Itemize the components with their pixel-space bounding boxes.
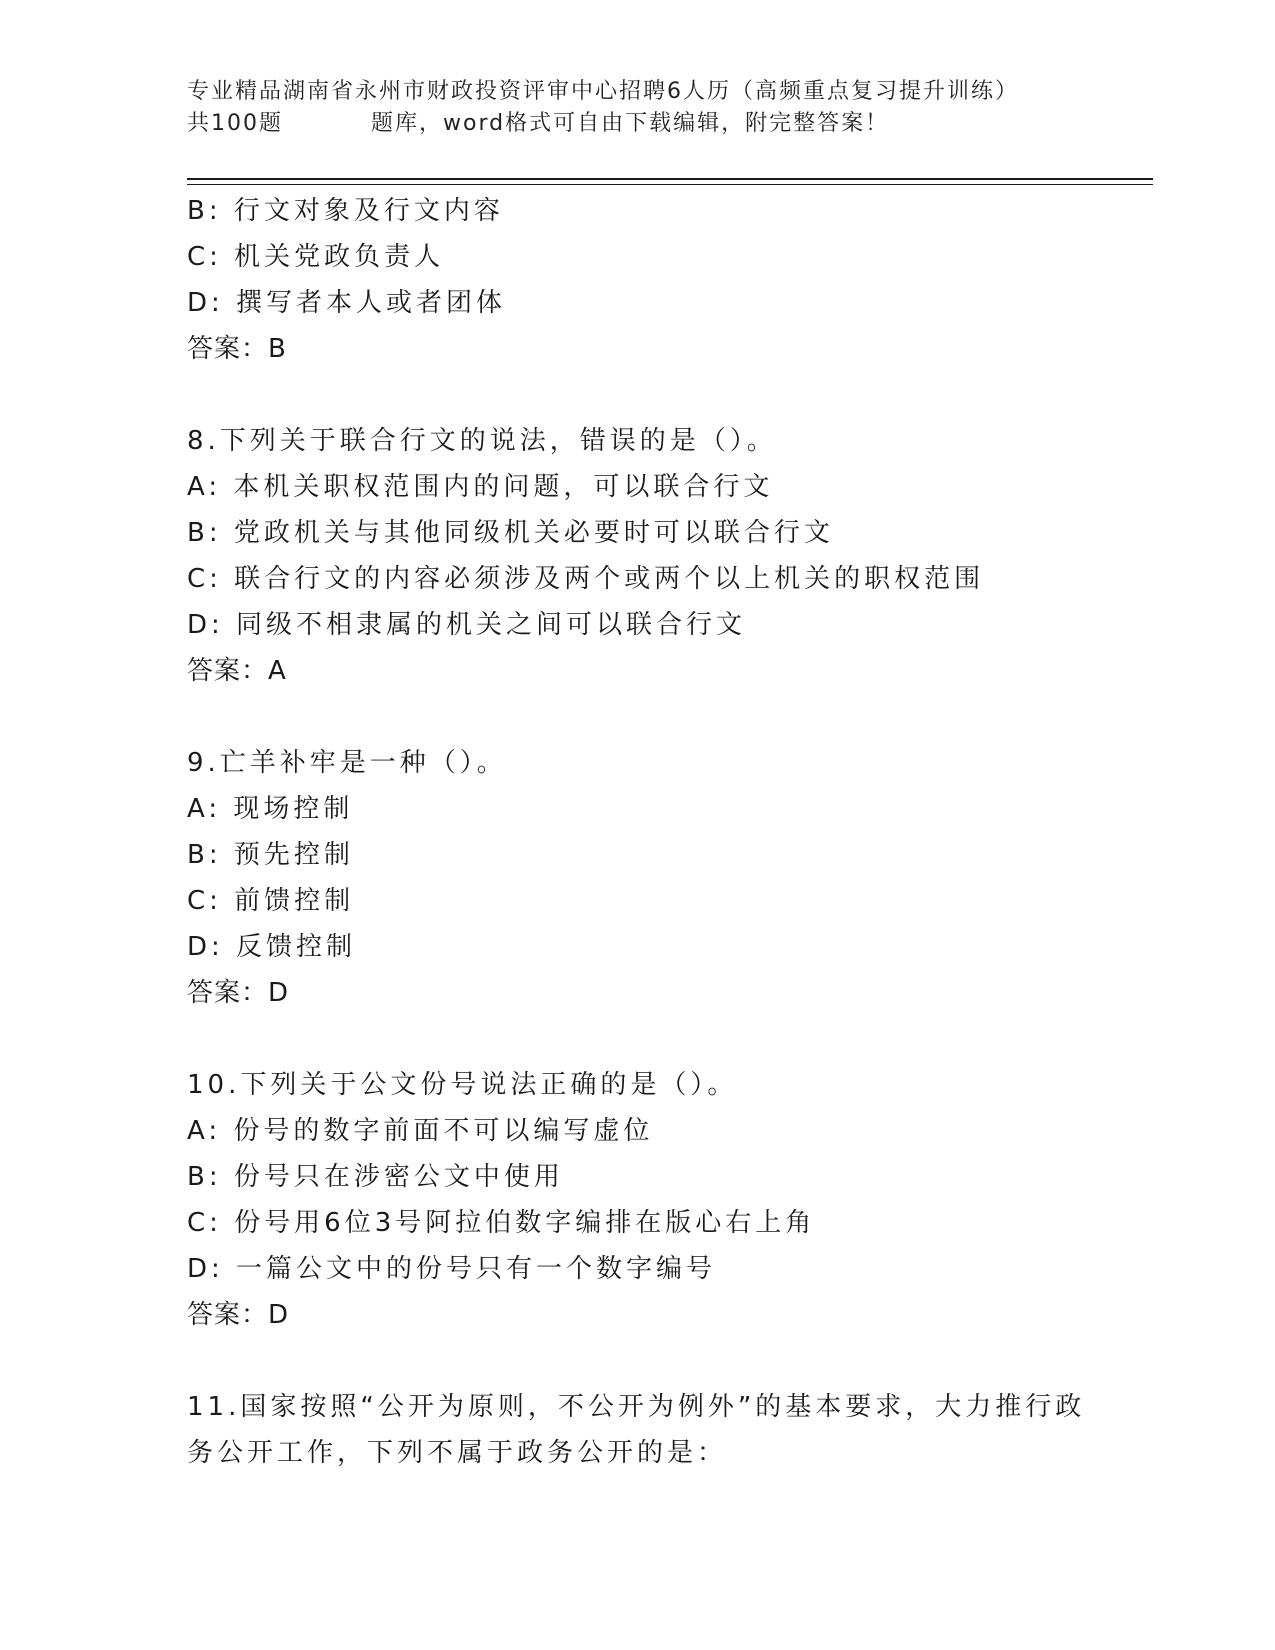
header-divider-thick [187, 178, 1153, 180]
question-8 [187, 418, 1147, 694]
option-b: B: 份号只在涉密公文中使用 [187, 1162, 564, 1192]
option-c: C: 机关党政负责人 [187, 242, 445, 272]
option-b: B: 党政机关与其他同级机关必要时可以联合行文 [187, 518, 834, 548]
answer: 答案：B [187, 334, 287, 364]
option-a: A: 份号的数字前面不可以编写虚位 [187, 1116, 654, 1146]
option-d: D: 反馈控制 [187, 932, 357, 962]
option-d: D: 同级不相隶属的机关之间可以联合行文 [187, 610, 747, 640]
question-text: 8.下列关于联合行文的说法，错误的是（）。 [187, 426, 777, 456]
question-text: 11.国家按照“公开为原则，不公开为例外”的基本要求，大力推行政务公开工作，下列不属于政务公开的是： [187, 1392, 1086, 1468]
option-d: D: 撰写者本人或者团体 [187, 288, 507, 318]
question-7-tail [187, 188, 1147, 372]
option-b: B: 行文对象及行文内容 [187, 196, 504, 226]
header-title: 专业精品湖南省永州市财政投资评审中心招聘6人历（高频重点复习提升训练） [187, 79, 1019, 104]
option-c: C: 联合行文的内容必须涉及两个或两个以上机关的职权范围 [187, 564, 985, 594]
question-11 [187, 1384, 1147, 1476]
answer: 答案：D [187, 1300, 290, 1330]
option-c: C: 份号用6位3号阿拉伯数字编排在版心右上角 [187, 1208, 816, 1238]
option-a: A: 本机关职权范围内的问题，可以联合行文 [187, 472, 774, 502]
answer: 答案：D [187, 978, 290, 1008]
option-a: A: 现场控制 [187, 794, 354, 824]
answer: 答案：A [187, 656, 287, 686]
header-subtitle [187, 108, 1147, 140]
question-list [187, 188, 1147, 1476]
header-divider-thin [187, 184, 1153, 185]
question-text: 10.下列关于公文份号说法正确的是（）。 [187, 1070, 738, 1100]
header-question-count: 共100题 [187, 111, 283, 136]
option-c: C: 前馈控制 [187, 886, 355, 916]
option-b: B: 预先控制 [187, 840, 354, 870]
option-d: D: 一篇公文中的份号只有一个数字编号 [187, 1254, 717, 1284]
document-header [187, 76, 1147, 140]
question-text: 9.亡羊补牢是一种（）。 [187, 748, 507, 778]
header-description: 题库，word格式可自由下载编辑，附完整答案！ [371, 111, 890, 136]
question-10 [187, 1062, 1147, 1338]
question-9 [187, 740, 1147, 1016]
